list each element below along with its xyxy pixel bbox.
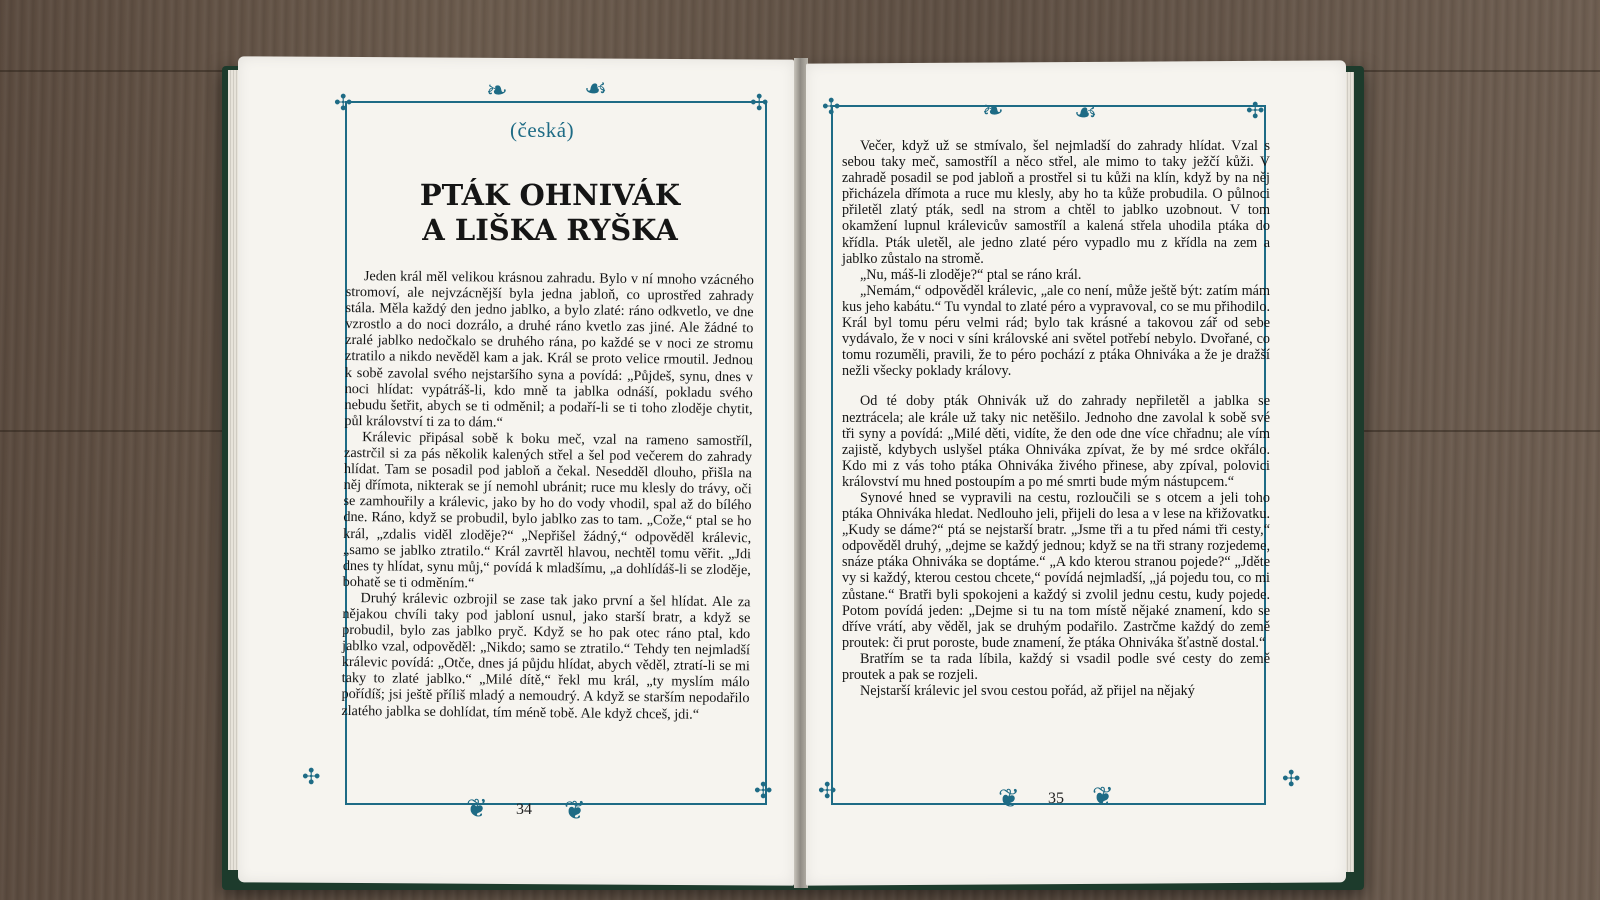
paragraph: Jeden král měl velikou krásnou zahradu. Bylo v ní mnoho vzácného stromoví, ale nejvzácnější byla jedna jabloň, co uprostřed zahrady stála. Měla každý den jedno jablko, a bylo zlaté: ráno odkvetlo, ve dne vzrostlo a do noci dozrálo, a druhé ráno kvetlo zas jiné. Ale žádné to zralé jablko nedočkalo se druhého rána, po každé se v noci ze stromu ztratilo a nikdo nevěděl kam a jak. Král se proto velice rmoutil. Jednou k sobě zavolal svého nejstaršího syna a povídá: „Půjdeš, synu, dnes v noci hlídat: vypátráš-li, kdo mně ta jablka odnáší, pokladu svého nebudu šetřit, abych se ti odměnil; a podaří-li se ti toho zloděje chytit, půl království ti za to dám.“: [344, 268, 754, 431]
story-subtitle: (česká): [510, 118, 575, 142]
paragraph: „Nu, máš-li zloděje?“ ptal se ráno král.: [860, 266, 1082, 283]
page-number-right: 35: [1048, 790, 1064, 807]
top-ornament-right-icon: ☙: [1074, 98, 1098, 127]
corner-ornament-icon: ✣: [1282, 766, 1301, 791]
footer-ornament-left-icon: ❦: [466, 794, 488, 823]
footer-ornament-left-icon: ❦: [998, 784, 1020, 813]
paragraph: Bratřím se ta rada líbila, každý si vsadil podle své cesty do země proutek a pak se rozjeli.: [842, 650, 1270, 683]
paragraph: Králevic připásal sobě k boku meč, vzal na rameno samostříl, zastrčil si za pás několik kalených střel a šel pod večerem do zahrady hlídat. Tam se posadil pod jabloň a čekal. Nesedděl dlouho, přišla na něj dřímota, nikterak se jí nemohl ubránit; ruce mu klesly do trávy, oči se zamhouřily a králevic, jako by ho do vody vhodil, spal až do bílého dne. Ráno, když se probudil, bylo jablko zas to tam. „Cože,“ ptal se ho král, „zdalis viděl zloděje?“ „Nepřišel žádný,“ odpověděl králevic, „samo se jablko ztratilo.“ Král zavrtěl hlavou, nechtěl tomu věřit. „Jdi dnes ty hlídat, synu můj,“ povídá k mladšímu, „a dohlídáš-li se zloděje, bohatě se ti odměním.“: [342, 429, 753, 592]
paragraph: Od té doby pták Ohnivák už do zahrady nepřiletěl a jablka se neztrácela; ale krále už taky nic netěšilo. Jednoho dne zavolal k sobě své tři syny a povídá: „Milé děti, vidíte, že den ode dne více chřadnu; ale vím zajistě, kdybych uslyšel ptáka Ohniváka zpívat, že by mé srdce okřálo. Kdo mi z vás toho ptáka Ohniváka živého přinese, aby zpíval, polovici království mu hned postoupím a po mé smrti bude mým nástupcem.“: [842, 393, 1270, 490]
top-ornament-right-icon: ☙: [584, 74, 608, 103]
paragraph: Druhý králevic ozbrojil se zase tak jako první a šel hlídat. Ale za nějakou chvíli taky pod jabloní usnul, jako starší bratr, a když se probudil, bylo zas jablko pryč. Když se ho pak otec ráno ptal, kdo jablko vzal, odpověděl: „Nikdo; samo se ztratilo.“ Tehdy ten nejmladší králevic povídá: „Otče, dnes já půjdu hlídat, abych věděl, ztratí-li se mi taky to zlaté jablko.“ „Milé dítě,“ řekl mu král, „ty myslím málo pořídíš; jsi ještě příliš mladý a nemoudrý. A když se starším nepodařilo zlatého jablka se dohlídat, tím méně tobě. Ale když chceš, jdi.“: [341, 590, 751, 723]
paragraph: Večer, když už se stmívalo, šel nejmladší do zahrady hlídat. Vzal s sebou taky meč, samostříl a něco střel, ale mimo to taky ježčí kůži. V zahradě posadil se pod jabloň a prostřel si tu kůži na klín, když by na něj přicházela dřímota a ruce mu klesly, aby ho ta kůže probudila. O půlnoci přiletěl zlatý pták, sedl na strom a chtěl to jablko uzobnout. V tom okamžení lupnul králevicův samostříl a kalená střela uhodila ptáka do křídla. Pták uletěl, ale jedno zlaté péro vypadlo mu z křídla na zem a jablko zůstalo na stromě.: [842, 138, 1270, 267]
footer-ornament-right-icon: ❦: [1092, 782, 1114, 811]
corner-ornament-icon: ✣: [302, 764, 321, 789]
story-title: [400, 178, 700, 248]
paragraph: Synové hned se vypravili na cestu, rozloučili se s otcem a jeli toho ptáka Ohniváka hledat. Nedlouho jeli, přijeli do lesa a v lese na křižovatku. „Kudy se dáme?“ ptá se nejstarší bratr. „Jsme tři a tu před námi tři cesty,“ odpověděl druhý, „dejme se každý jednou; když se na tři strany rozjedeme, snáze ptáka Ohniváka se doptáme.“ „A kdo kterou stranou pojede?“ „Jděte vy si každý, kterou cestou chcete,“ povídá nejmladší, „já pojedu tou, co mi zůstane.“ Bratři byli spokojeni a každý si zvolil jednu cestu, kudy pojede. Potom povídá jeden: „Dejme si tu na tom místě nějaké znamení, kdo se dříve vrátí, aby věděl, jak se druhým podařilo. Zastrčme každý do země proutek: či prut poroste, bude znamení, že ptáka Ohniváka šťastně dostal.“: [842, 489, 1270, 651]
top-ornament-left-icon: ❧: [486, 76, 508, 105]
story-title-line-1: PTÁK OHNIVÁK: [419, 178, 681, 212]
story-title-line-2: A LIŠKA RYŠKA: [422, 213, 678, 247]
footer-ornament-right-icon: ❦: [564, 796, 586, 825]
paragraph: Nejstarší králevic jel svou cestou pořád, až přijel na nějaký: [860, 683, 1195, 700]
corner-ornament-icon: ✣: [1246, 98, 1265, 123]
corner-ornament-icon: ✣: [334, 90, 353, 115]
corner-ornament-icon: ✣: [750, 90, 769, 115]
corner-ornament-icon: ✣: [822, 94, 841, 119]
top-ornament-left-icon: ❧: [982, 96, 1004, 125]
corner-ornament-icon: ✣: [818, 778, 837, 803]
paragraph: „Nemám,“ odpověděl králevic, „ale co není, může ještě být: zatím mám kus jeho kabátu.“ Tu vyndal to zlaté péro a vypravoval, co se mu přihodilo. Král byl tomu péru velmi rád; bylo tak krásné a takovou zář od sebe vydávalo, že v noci v síni královské ani světel potřebí nebylo. Dvořané, co tomu rozuměli, pravili, že to péro pochází z ptáka Ohniváka a že je dražší nežli všecky poklady královy.: [842, 282, 1270, 380]
right-page-body: [842, 138, 1270, 699]
page-number-left: 34: [516, 801, 532, 818]
corner-ornament-icon: ✣: [754, 778, 773, 803]
left-page-body: [341, 268, 754, 723]
